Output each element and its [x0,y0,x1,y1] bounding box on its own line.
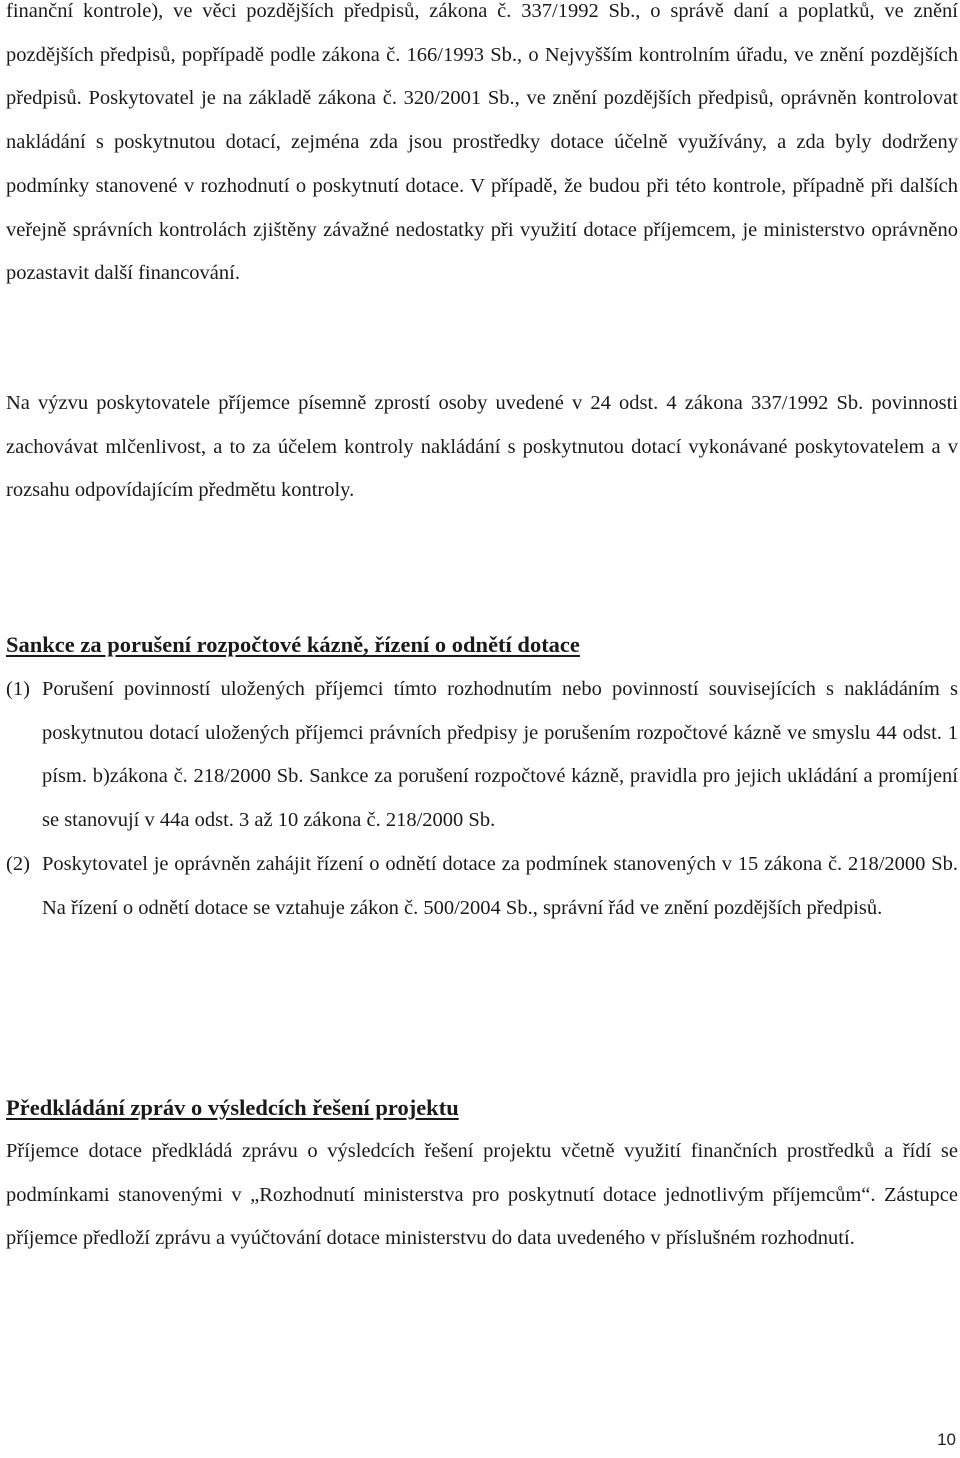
page-number: 10 [937,1430,956,1449]
list-item-number: (1) [6,678,30,700]
list-item-text: Poskytovatel je oprávněn zahájit řízení o odnětí dotace za podmínek stanovených v 15 zákona č. 218/2000 Sb. Na řízení o odnětí dotace se vztahuje zákon č. 500/2004 Sb., správní řád ve znění pozdějších předpisů. [42,852,958,919]
zpravy-paragraph: Příjemce dotace předkládá zprávu o výsledcích řešení projektu včetně využití finančních prostředků a řídí se podmínkami stanovenými v „Rozhodnutí ministerstva pro poskytnutí dotace jednotlivým příjemcům“. Zástupce příjemce předloží zprávu a vyúčtování dotace ministerstvu do data uvedeného v příslušném rozhodnutí. [6,1140,958,1250]
list-item [6,843,958,930]
section-heading-zpravy: Předkládání zpráv o výsledcích řešení projektu [6,1095,459,1120]
sankce-numbered-list [6,668,958,930]
list-item-text: Porušení povinností uložených příjemci tímto rozhodnutím nebo povinností souvisejících s nakládáním s poskytnutou dotací uložených příjemci právních předpisy je porušením rozpočtové kázně ve smyslu 44 odst. 1 písm. b)zákona č. 218/2000 Sb. Sankce za porušení rozpočtové kázně, pravidla pro jejich ukládání a promíjení se stanovují v 44a odst. 3 až 10 zákona č. 218/2000 Sb. [42,678,958,832]
list-item [6,668,958,843]
waiver-paragraph: Na výzvu poskytovatele příjemce písemně zprostí osoby uvedené v 24 odst. 4 zákona 337/1992 Sb. povinnosti zachovávat mlčenlivost, a to za účelem kontroly nakládání s poskytnutou dotací vykonávané poskytovatelem a v rozsahu odpovídajícím předmětu kontroly. [6,392,958,502]
list-item-number: (2) [6,852,30,875]
intro-paragraph: finanční kontrole), ve věci pozdějších předpisů, zákona č. 337/1992 Sb., o správě daní a poplatků, ve znění pozdějších předpisů, popřípadě podle zákona č. 166/1993 Sb., o Nejvyšším kontrolním úřadu, ve znění pozdějších předpisů. Poskytovatel je na základě zákona č. 320/2001 Sb., ve znění pozdějších předpisů, oprávněn kontrolovat nakládání s poskytnutou dotací, zejména zda jsou prostředky dotace účelně využívány, a zda byly dodrženy podmínky stanovené v rozhodnutí o poskytnutí dotace. V případě, že budou při této kontrole, případně při dalších veřejně správních kontrolách zjištěny závažné nedostatky při využití dotace příjemcem, je ministerstvo oprávněno pozastavit další financování. [6,0,958,285]
section-heading-sankce: Sankce za porušení rozpočtové kázně, řízení o odnětí dotace [6,632,580,657]
